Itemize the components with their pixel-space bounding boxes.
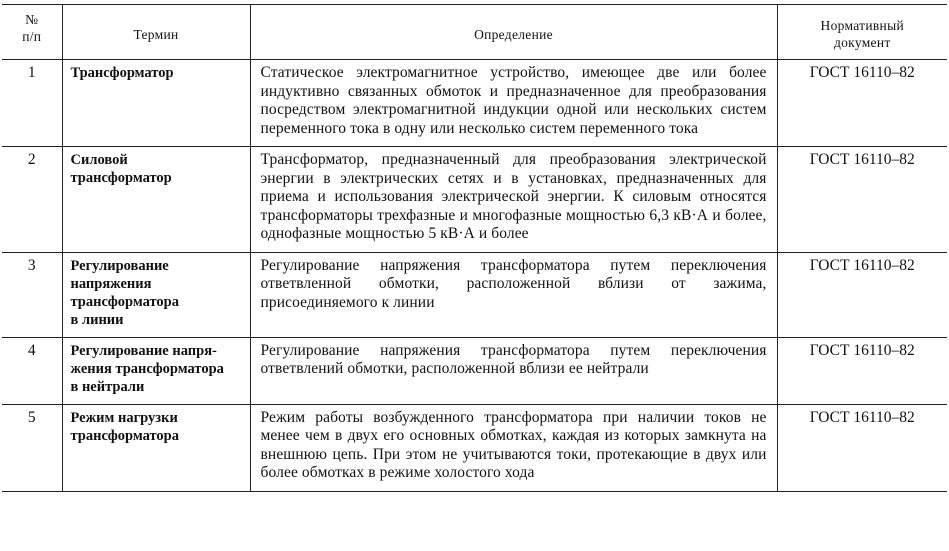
row-document: ГОСТ 16110–82 (777, 60, 947, 147)
header-number-symbol: № (25, 12, 39, 27)
term-line: трансформатор (70, 170, 172, 186)
header-document-line1: Нормативный (820, 18, 904, 33)
row-document: ГОСТ 16110–82 (777, 404, 947, 491)
row-definition: Статическое электромагнитное устройство, имеющее две или более индуктивно связанных обмоток и предназначенное для преобразования посредством электромагнитной индукции одной или нескольких систем переменного тока в одну или несколько систем переменного тока (250, 60, 777, 147)
table-row (2, 60, 947, 147)
table-row (2, 404, 947, 491)
table-row (2, 147, 947, 253)
term-line: Регулирование (70, 257, 169, 274)
term-line: Режим нагрузки (70, 409, 178, 426)
row-number: 3 (2, 252, 62, 337)
row-number: 5 (2, 404, 62, 491)
term-line: Силовой (70, 152, 128, 168)
header-number-abbr: п/п (22, 29, 42, 44)
row-document: ГОСТ 16110–82 (777, 252, 947, 337)
row-term (62, 337, 250, 404)
row-number: 4 (2, 337, 62, 404)
term-line: Регулирование напря- (70, 342, 217, 359)
table-row (2, 252, 947, 337)
term-line: Трансформатор (70, 65, 174, 81)
terms-table (2, 4, 947, 492)
row-term (62, 252, 250, 337)
header-document (777, 5, 947, 60)
header-number (2, 5, 62, 60)
term-line: трансформатора (70, 427, 179, 444)
row-term (62, 404, 250, 491)
term-line: трансформатора (70, 293, 179, 310)
header-definition: Определение (250, 5, 777, 60)
header-row (2, 5, 947, 60)
row-term (62, 60, 250, 147)
term-line: в линии (70, 311, 124, 328)
term-line: жения трансформатора (70, 360, 224, 377)
row-definition: Режим работы возбужденного трансформатора при наличии токов не менее чем в двух его основных обмотках, каждая из которых замкнута на внешнюю цепь. При этом не учитываются токи, протекающие в двух или более обмотках в режиме холостого хода (250, 404, 777, 491)
table-header (2, 5, 947, 60)
row-term (62, 147, 250, 253)
term-line: в нейтрали (70, 378, 145, 395)
header-document-line2: документ (833, 35, 891, 50)
row-document: ГОСТ 16110–82 (777, 147, 947, 253)
term-line: напряжения (70, 275, 152, 292)
row-definition: Трансформатор, предназначенный для преобразования электрической энергии в электрических сетях и в установках, предназначенных для приема и использования электрической энергии. К силовым относятся трансформаторы трехфазные и многофазные мощностью 6,3 кВ·А и более, однофазные мощностью 5 кВ·А и более (250, 147, 777, 253)
row-definition: Регулирование напряжения трансформатора путем переключения ответвлений обмотки, расположенной вблизи ее нейтрали (250, 337, 777, 404)
table-body (2, 60, 947, 492)
row-number: 2 (2, 147, 62, 253)
row-definition: Регулирование напряжения трансформатора путем переключения ответвленной обмотки, расположенной вблизи от зажима, присоединяемого к линии (250, 252, 777, 337)
table-row (2, 337, 947, 404)
row-document: ГОСТ 16110–82 (777, 337, 947, 404)
row-number: 1 (2, 60, 62, 147)
header-term: Термин (62, 5, 250, 60)
